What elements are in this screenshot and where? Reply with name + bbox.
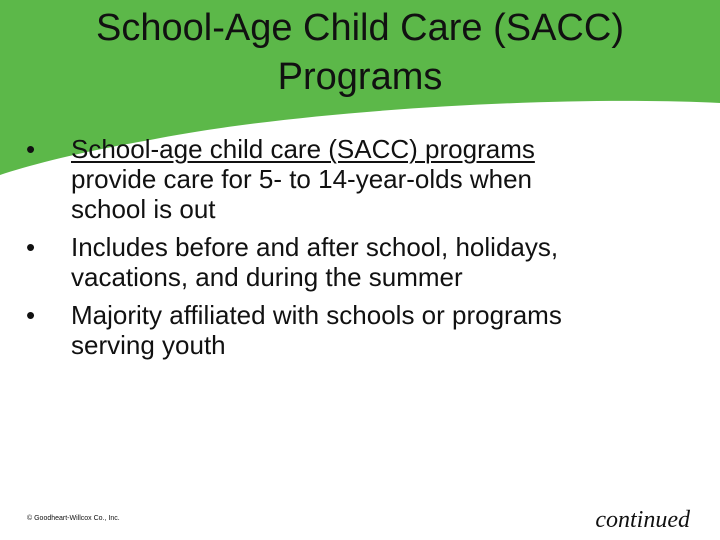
copyright-notice: © Goodheart-Willcox Co., Inc.	[27, 515, 120, 522]
bullet-list	[0, 134, 720, 368]
bullet-term-sacc: School-age child care (SACC) programs	[71, 134, 535, 164]
continued-label: continued	[595, 507, 690, 533]
bullet-text-2: Includes before and after school, holidays, vacations, and during the summer	[71, 232, 559, 292]
bullet-text-1: provide care for 5- to 14-year-olds when school is out	[71, 164, 533, 224]
bullet-text-3: Majority affiliated with schools or programs serving youth	[71, 300, 562, 360]
title-line-2: Programs	[277, 56, 443, 98]
bullet-glyph: •	[26, 134, 36, 164]
bullet-item-3	[0, 300, 591, 360]
bullet-glyph: •	[26, 232, 36, 262]
slide-title	[0, 4, 720, 102]
title-line-1: School-Age Child Care (SACC)	[96, 7, 624, 49]
bullet-glyph: •	[26, 300, 36, 330]
bullet-item-2	[0, 232, 591, 292]
bullet-item-1	[0, 134, 591, 224]
